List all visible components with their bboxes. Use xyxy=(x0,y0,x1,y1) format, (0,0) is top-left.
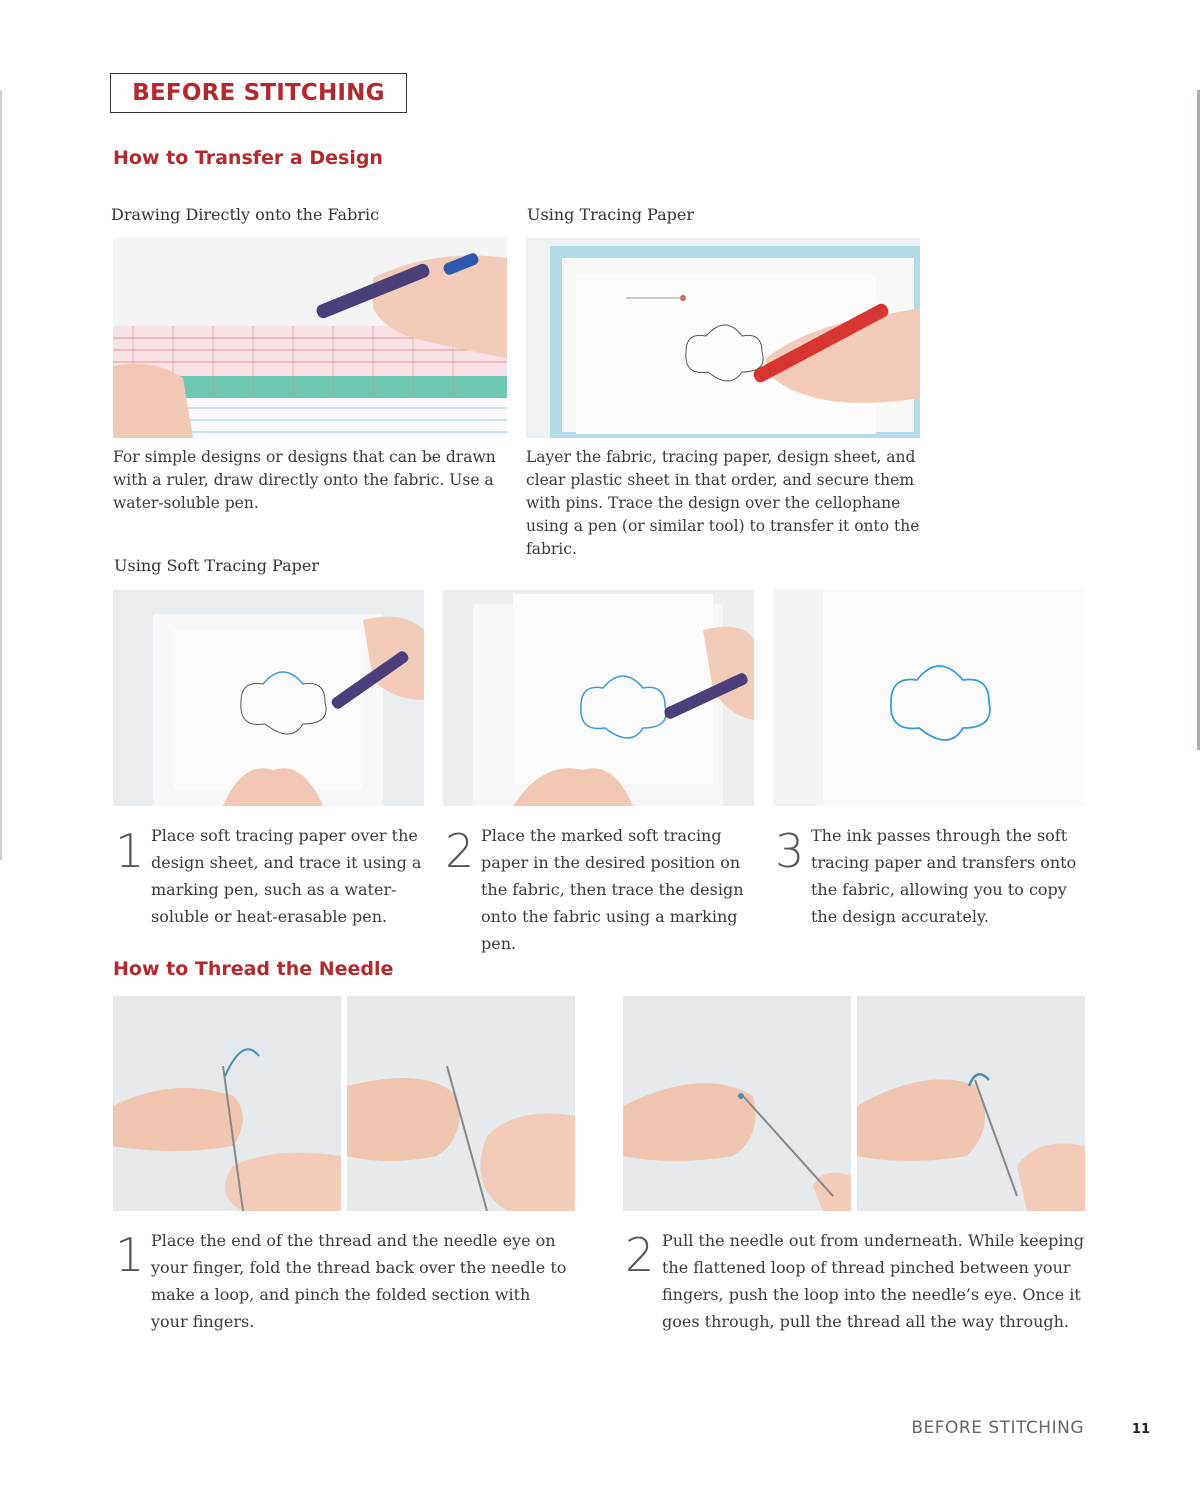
thread-step-2-text: Pull the needle out from underneath. While keeping the flattened loop of thread pinched between your fingers, push the loop into the needle’s eye. Once it goes through, pull the thread all the way through. xyxy=(662,1231,1085,1331)
photo-thread-1b xyxy=(347,996,575,1211)
soft-step-2-text: Place the marked soft tracing paper in the desired position on the fabric, then trace the design onto the fabric using a marking pen. xyxy=(481,826,744,953)
soft-label: Using Soft Tracing Paper xyxy=(114,556,319,575)
photo-thread-1a xyxy=(113,996,341,1211)
soft-step-3-text: The ink passes through the soft tracing paper and transfers onto the fabric, allowing you to copy the design accurately. xyxy=(811,826,1077,926)
photo-soft-step-2 xyxy=(443,590,754,806)
soft-step-3-number: 3 xyxy=(775,824,805,878)
photo-tracing-paper xyxy=(526,238,920,438)
page-edge-left xyxy=(0,90,2,860)
section-title: BEFORE STITCHING xyxy=(110,73,407,113)
page-number: 11 xyxy=(1131,1422,1150,1437)
photo-thread-2a xyxy=(623,996,851,1211)
soft-step-1-number: 1 xyxy=(115,824,145,878)
tracing-label: Using Tracing Paper xyxy=(527,205,694,224)
footer-section-label: BEFORE STITCHING xyxy=(911,1418,1084,1438)
thread-step-2-number: 2 xyxy=(625,1228,655,1282)
thread-heading: How to Thread the Needle xyxy=(113,958,394,980)
thread-step-1-number: 1 xyxy=(115,1228,145,1282)
thread-step-1-text: Place the end of the thread and the needle eye on your finger, fold the thread back over the needle to make a loop, and pinch the folded section with your fingers. xyxy=(151,1231,567,1331)
transfer-heading: How to Transfer a Design xyxy=(113,147,383,169)
tracing-caption: Layer the fabric, tracing paper, design sheet, and clear plastic sheet in that order, and secure them with pins. Trace the design over the cellophane using a pen (or similar tool) to transfer it onto the fabric. xyxy=(526,448,920,558)
direct-label: Drawing Directly onto the Fabric xyxy=(111,205,380,224)
photo-soft-step-1 xyxy=(113,590,424,806)
soft-step-1-text: Place soft tracing paper over the design sheet, and trace it using a marking pen, such as a water-soluble or heat-erasable pen. xyxy=(151,826,422,926)
soft-step-2-number: 2 xyxy=(445,824,475,878)
direct-caption: For simple designs or designs that can be drawn with a ruler, draw directly onto the fabric. Use a water-soluble pen. xyxy=(113,448,496,512)
photo-drawing-directly xyxy=(113,238,507,438)
photo-soft-step-3 xyxy=(773,590,1084,806)
photo-thread-2b xyxy=(857,996,1085,1211)
